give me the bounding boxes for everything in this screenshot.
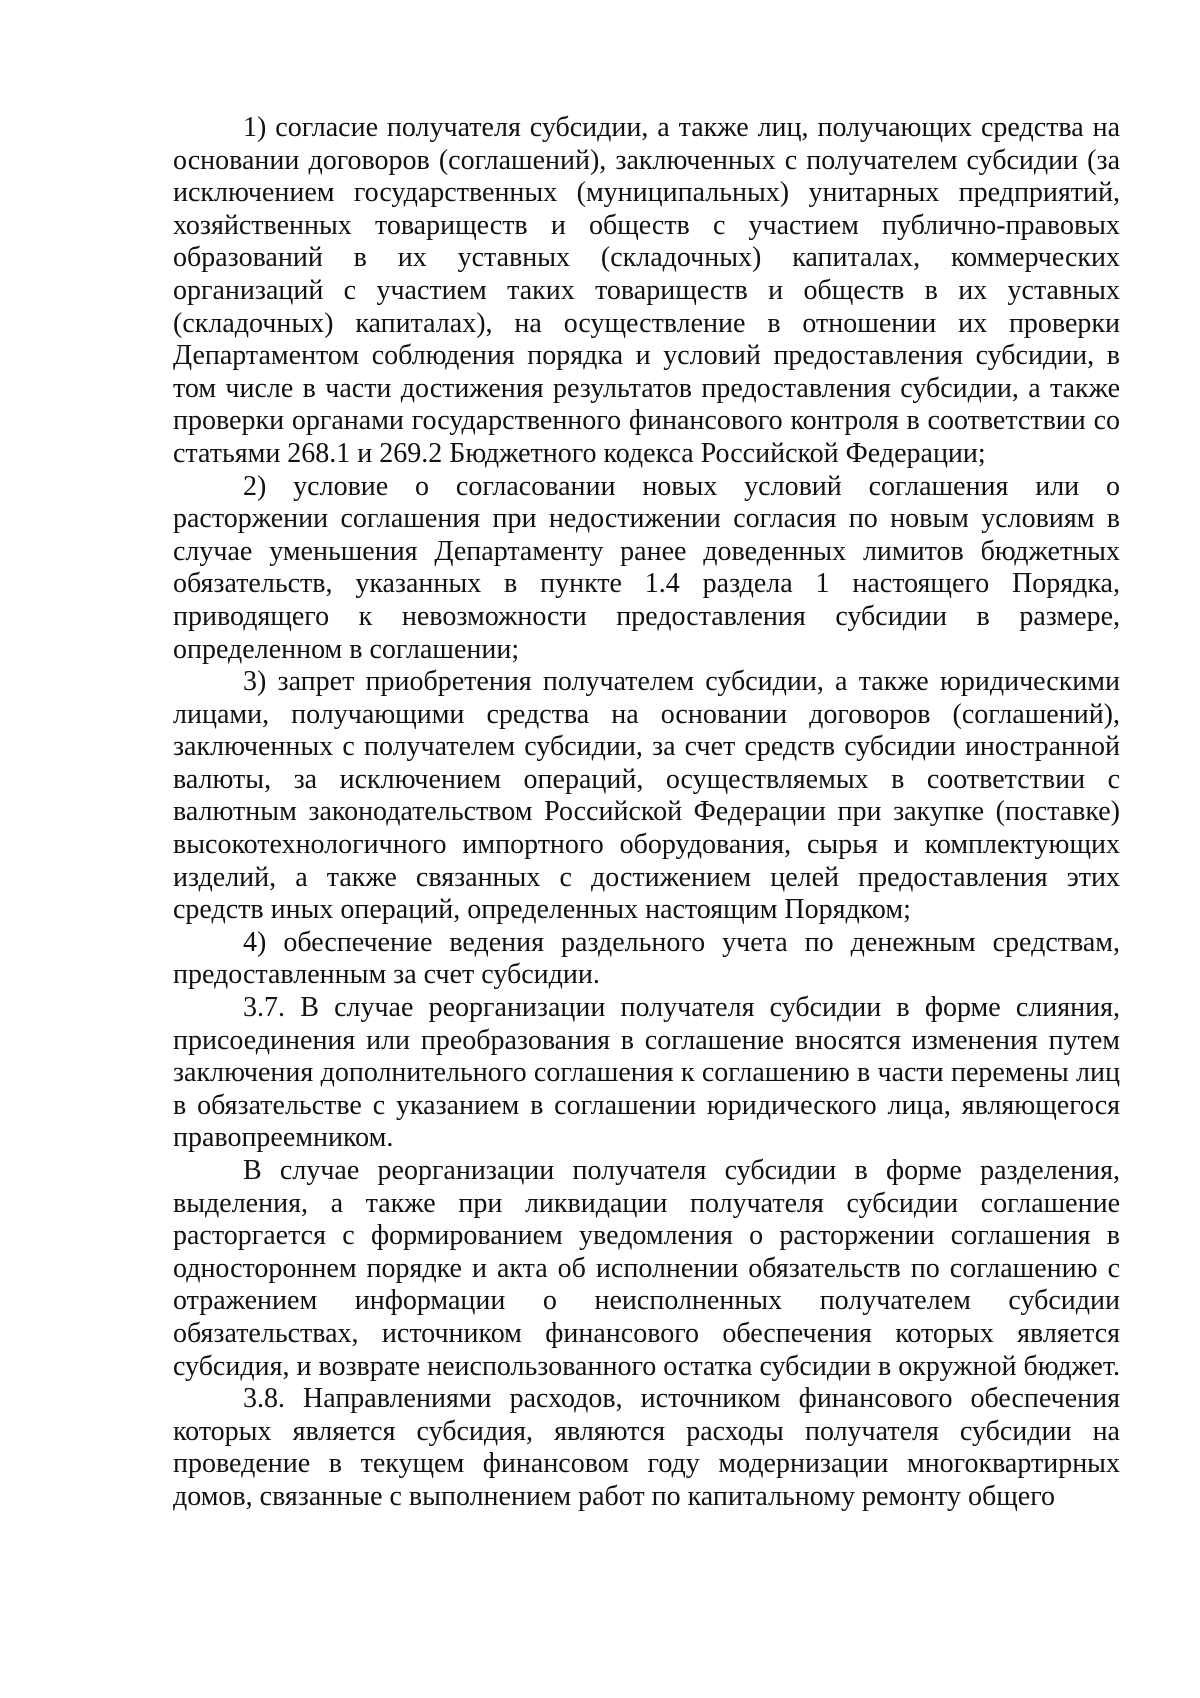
paragraph-3-7: 3.7. В случае реорганизации получателя субсидии в форме слияния, присоединения или преобразования в соглашение вносятся изменения путем заключения дополнительного соглашения к соглашению в части перемены лиц в обязательстве с указанием в соглашении юридического лица, являющегося правопреемником.	[173, 992, 1120, 1154]
paragraph-item-1: 1) согласие получателя субсидии, а также лиц, получающих средства на основании договоров (соглашений), заключенных с получателем субсидии (за исключением государственных (муниципальных) унитарных предприятий, хозяйственных товариществ и обществ с участием публично-правовых образований в их уставных (складочных) капиталах, коммерческих организаций с участием таких товариществ и обществ в их уставных (складочных) капиталах), на осуществление в отношении их проверки Департаментом соблюдения порядка и условий предоставления субсидии, в том числе в части достижения результатов предоставления субсидии, а также проверки органами государственного финансового контроля в соответствии со статьями 268.1 и 269.2 Бюджетного кодекса Российской Федерации;	[173, 112, 1120, 469]
paragraph-item-3: 3) запрет приобретения получателем субсидии, а также юридическими лицами, получающими средства на основании договоров (соглашений), заключенных с получателем субсидии, за счет средств субсидии иностранной валюты, за исключением операций, осуществляемых в соответствии с валютным законодательством Российской Федерации при закупке (поставке) высокотехнологичного импортного оборудования, сырья и комплектующих изделий, а также связанных с достижением целей предоставления этих средств иных операций, определенных настоящим Порядком;	[173, 666, 1120, 926]
paragraph-item-2: 2) условие о согласовании новых условий соглашения или о расторжении соглашения при недостижении согласия по новым условиям в случае уменьшения Департаменту ранее доведенных лимитов бюджетных обязательств, указанных в пункте 1.4 раздела 1 настоящего Порядка, приводящего к невозможности предоставления субсидии в размере, определенном в соглашении;	[173, 470, 1120, 665]
paragraph-3-8: 3.8. Направлениями расходов, источником финансового обеспечения которых является субсидия, являются расходы получателя субсидии на проведение в текущем финансовом году модернизации многоквартирных домов, связанные с выполнением работ по капитальному ремонту общего	[173, 1383, 1120, 1512]
document-body	[173, 112, 1120, 1514]
paragraph-item-4: 4) обеспечение ведения раздельного учета по денежным средствам, предоставленным за счет субсидии.	[173, 926, 1120, 991]
paragraph-3-7-continued: В случае реорганизации получателя субсидии в форме разделения, выделения, а также при ликвидации получателя субсидии соглашение расторгается с формированием уведомления о расторжении соглашения в одностороннем порядке и акта об исполнении обязательств по соглашению с отражением информации о неисполненных получателем субсидии обязательствах, источником финансового обеспечения которых является субсидия, и возврате неиспользованного остатка субсидии в окружной бюджет.	[173, 1155, 1120, 1382]
